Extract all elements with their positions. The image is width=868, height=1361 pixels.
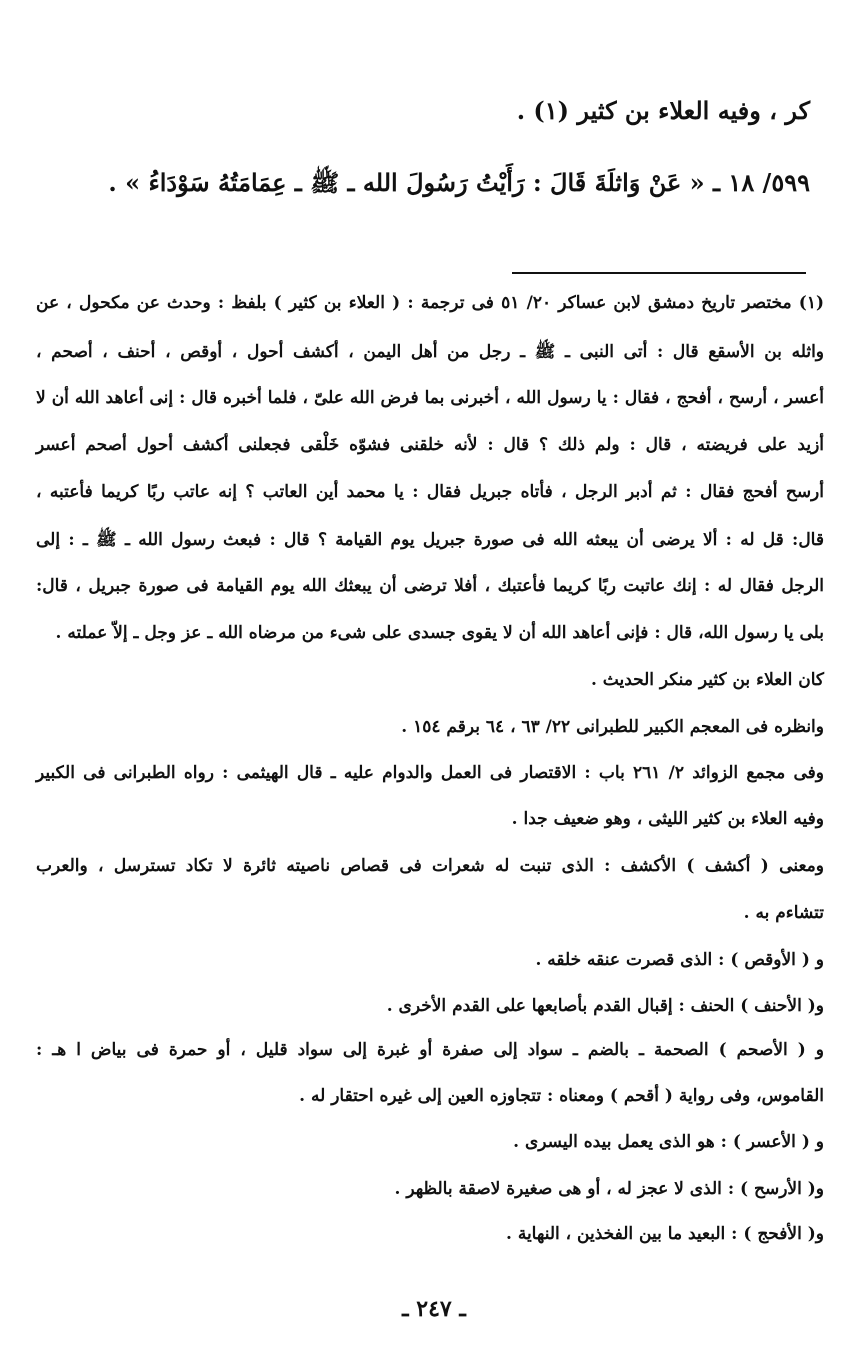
footnote-line: وفى مجمع الزوائد ٢/ ٢٦١ باب : الاقتصار فى العمل والدوام عليه ـ قال الهيثمى : رواه الطبرانى فى الكبير <box>36 763 824 783</box>
footnote-line: و ( الأعسر ) : هو الذى يعمل بيده اليسرى . <box>513 1132 824 1152</box>
footnote-line: واثله بن الأسقع قال : أتى النبى ـ ﷺ ـ رجل من أهل اليمن ، أكشف أحول ، أوقص ، أحنف ، أصحم ، <box>36 342 824 362</box>
footnote-line: و ( الأوقص ) : الذى قصرت عنقه خلقه . <box>535 950 824 970</box>
footnote-line: القاموس، وفى رواية ( أقحم ) ومعناه : تتجاوزه العين إلى غيره احتقار له . <box>299 1086 824 1106</box>
main-text-line-1: كر ، وفيه العلاء بن كثير (١) . <box>516 96 810 125</box>
footnote-line: الرجل فقال له : إنك عاتبت ربًا كريما فأعتبك ، أفلا ترضى أن يبعثك الله يوم القيامة فى صورة جبريل ، قال: <box>36 576 824 596</box>
footnote-line: قال: قل له : ألا يرضى أن يبعثه الله فى صورة جبريل يوم القيامة ؟ قال : فبعث رسول الله ـ ﷺ ـ : إلى <box>36 530 824 550</box>
footnote-line: و( الأحنف ) الحنف : إقبال القدم بأصابعها على القدم الأخرى . <box>386 996 824 1016</box>
footnote-line: أرسح أفحج فقال : ثم أدبر الرجل ، فأتاه جبريل فقال : يا محمد أين العاتب ؟ إنه عاتب ربًا كريما فأعتبه ، <box>36 482 824 502</box>
footnote-line: كان العلاء بن كثير منكر الحديث . <box>590 670 824 690</box>
footnote-line: بلى يا رسول الله، قال : فإنى أعاهد الله أن لا يقوى جسدى على شىء من مرضاه الله ـ عز وجل ـ إلاّ عملته . <box>55 623 824 643</box>
hadith-599-text: ٥٩٩/ ١٨ ـ « عَنْ وَاثلَةَ قَالَ : رَأَيْتُ رَسُولَ الله ـ ﷺ ـ عِمَامَتُهُ سَوْدَاءُ » . <box>108 168 810 197</box>
footnote-line: أعسر ، أرسح ، أفحج ، فقال : يا رسول الله ، أخبرنى بما فرض الله علىّ ، فلما أخبره قال : إنى أعاهد الله أن لا <box>36 388 824 408</box>
footnote-line: وفيه العلاء بن كثير الليثى ، وهو ضعيف جدا . <box>511 809 824 829</box>
footnote-line: أزيد على فريضته ، قال : ولم ذلك ؟ قال : لأنه خلقنى فشوّه خَلْقى فجعلنى أكشف أحول أصحم أعسر <box>36 435 824 455</box>
footnote-line: و( الأرسح ) : الذى لا عجز له ، أو هى صغيرة لاصقة بالظهر . <box>394 1179 824 1199</box>
footnote-line: و( الأفحج ) : البعيد ما بين الفخذين ، النهاية . <box>506 1224 824 1244</box>
page-number: ـ ٢٤٧ ـ <box>402 1296 466 1322</box>
footnote-line: (١) مختصر تاريخ دمشق لابن عساكر ٢٠/ ٥١ فى ترجمة : ( العلاء بن كثير ) بلفظ : وحدث عن مكحول ، عن <box>36 293 825 313</box>
footnote-line: و ( الأصحم ) الصحمة ـ بالضم ـ سواد إلى صفرة أو غبرة إلى سواد قليل ، أو حمرة فى بياض ا هـ : <box>36 1040 824 1060</box>
footnote-separator <box>512 272 806 274</box>
footnote-line: تتشاءم به . <box>743 903 824 923</box>
footnote-line: وانظره فى المعجم الكبير للطبرانى ٢٢/ ٦٣ ، ٦٤ برقم ١٥٤ . <box>401 717 824 737</box>
footnote-line: ومعنى ( أكشف ) الأكشف : الذى تنبت له شعرات فى قصاص ناصيته ثائرة لا تكاد تسترسل ، والعرب <box>36 856 824 876</box>
